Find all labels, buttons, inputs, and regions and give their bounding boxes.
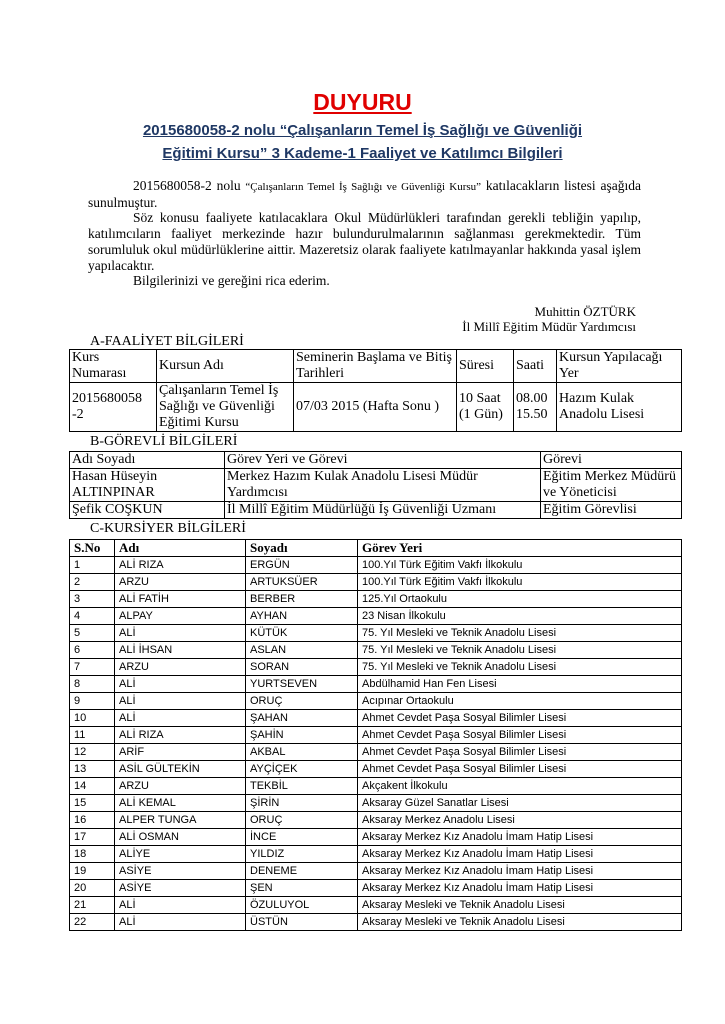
first-name: ARİF: [115, 744, 246, 761]
header-cell: Seminerin Başlama ve Bitiş Tarihleri: [294, 350, 457, 383]
row-number: 5: [70, 625, 115, 642]
table-row: [70, 710, 682, 727]
first-name: ALİ: [115, 693, 246, 710]
table-row: [70, 383, 682, 432]
table-row: [70, 727, 682, 744]
table-row: [70, 591, 682, 608]
first-name: ARZU: [115, 778, 246, 795]
header-cell: Kursun Adı: [157, 350, 294, 383]
signature-name: Muhittin ÖZTÜRK: [534, 304, 636, 319]
signature-title: İl Millî Eğitim Müdür Yardımcısı: [462, 319, 636, 334]
workplace: Aksaray Merkez Anadolu Lisesi: [358, 812, 682, 829]
faaliyet-table: [69, 349, 682, 432]
workplace: Aksaray Merkez Kız Anadolu İmam Hatip Lisesi: [358, 863, 682, 880]
row-number: 9: [70, 693, 115, 710]
table-row: [70, 469, 682, 502]
table-row: [70, 778, 682, 795]
row-number: 6: [70, 642, 115, 659]
table-row: [70, 897, 682, 914]
course-dates: 07/03 2015 (Hafta Sonu ): [294, 383, 457, 432]
first-name: ALİ RIZA: [115, 727, 246, 744]
workplace: Ahmet Cevdet Paşa Sosyal Bilimler Lisesi: [358, 761, 682, 778]
last-name: ÜSTÜN: [246, 914, 358, 931]
first-name: ALİ: [115, 914, 246, 931]
row-number: 21: [70, 897, 115, 914]
section-title-gorevli: B-GÖREVLİ BİLGİLERİ: [90, 434, 238, 449]
header-cell: Adı: [115, 540, 246, 557]
section-title-kursiyer: C-KURSİYER BİLGİLERİ: [90, 521, 246, 536]
course-subtitle-line2: Eğitimi Kursu” 3 Kademe-1 Faaliyet ve Katılımcı Bilgileri: [162, 145, 563, 162]
last-name: ORUÇ: [246, 812, 358, 829]
last-name: BERBER: [246, 591, 358, 608]
paragraph-intro: 2015680058-2 nolu “Çalışanların Temel İş Sağlığı ve Güvenliği Kursu” katılacakların listesi aşağıda sunulmuştur.: [88, 178, 641, 210]
last-name: AKBAL: [246, 744, 358, 761]
workplace: Acıpınar Ortaokulu: [358, 693, 682, 710]
workplace: 75. Yıl Mesleki ve Teknik Anadolu Lisesi: [358, 659, 682, 676]
workplace: Aksaray Merkez Kız Anadolu İmam Hatip Lisesi: [358, 880, 682, 897]
header-cell: Kurs Numarası: [70, 350, 157, 383]
last-name: ORUÇ: [246, 693, 358, 710]
row-number: 12: [70, 744, 115, 761]
table-row: [70, 693, 682, 710]
announcement-title: DUYURU: [313, 89, 412, 115]
last-name: ŞEN: [246, 880, 358, 897]
table-row: [70, 659, 682, 676]
first-name: ALPER TUNGA: [115, 812, 246, 829]
row-number: 1: [70, 557, 115, 574]
workplace: 125.Yıl Ortaokulu: [358, 591, 682, 608]
header-cell: Görev Yeri: [358, 540, 682, 557]
first-name: ARZU: [115, 659, 246, 676]
table-row: [70, 642, 682, 659]
table-row: [70, 846, 682, 863]
workplace: Abdülhamid Han Fen Lisesi: [358, 676, 682, 693]
first-name: ALİYE: [115, 846, 246, 863]
table-row: [70, 880, 682, 897]
table-header-row: [70, 452, 682, 469]
row-number: 2: [70, 574, 115, 591]
row-number: 3: [70, 591, 115, 608]
section-title-faaliyet: A-FAALİYET BİLGİLERİ: [90, 334, 244, 349]
table-header-row: [70, 540, 682, 557]
header-cell: Soyadı: [246, 540, 358, 557]
table-row: [70, 812, 682, 829]
table-row: [70, 761, 682, 778]
header-cell: Adı Soyadı: [70, 452, 225, 469]
table-row: [70, 863, 682, 880]
last-name: İNCE: [246, 829, 358, 846]
kursiyer-table-body: [70, 557, 682, 931]
workplace: Aksaray Güzel Sanatlar Lisesi: [358, 795, 682, 812]
workplace: 23 Nisan İlkokulu: [358, 608, 682, 625]
staff-role: Eğitim Merkez Müdürü ve Yöneticisi: [541, 469, 682, 502]
workplace: Ahmet Cevdet Paşa Sosyal Bilimler Lisesi: [358, 727, 682, 744]
last-name: ERGÜN: [246, 557, 358, 574]
table-row: [70, 557, 682, 574]
row-number: 8: [70, 676, 115, 693]
last-name: ŞAHİN: [246, 727, 358, 744]
last-name: ÖZULUYOL: [246, 897, 358, 914]
row-number: 13: [70, 761, 115, 778]
last-name: ŞAHAN: [246, 710, 358, 727]
workplace: 75. Yıl Mesleki ve Teknik Anadolu Lisesi: [358, 642, 682, 659]
row-number: 7: [70, 659, 115, 676]
first-name: ALİ: [115, 625, 246, 642]
first-name: ALİ OSMAN: [115, 829, 246, 846]
staff-role: Eğitim Görevlisi: [541, 502, 682, 519]
workplace: Ahmet Cevdet Paşa Sosyal Bilimler Lisesi: [358, 744, 682, 761]
first-name: ALİ İHSAN: [115, 642, 246, 659]
workplace: Aksaray Mesleki ve Teknik Anadolu Lisesi: [358, 897, 682, 914]
last-name: AYÇİÇEK: [246, 761, 358, 778]
row-number: 18: [70, 846, 115, 863]
table-row: [70, 608, 682, 625]
header-cell: Görevi: [541, 452, 682, 469]
gorevli-table: [69, 451, 682, 519]
row-number: 22: [70, 914, 115, 931]
workplace: Akçakent İlkokulu: [358, 778, 682, 795]
last-name: TEKBİL: [246, 778, 358, 795]
first-name: ALPAY: [115, 608, 246, 625]
workplace: Ahmet Cevdet Paşa Sosyal Bilimler Lisesi: [358, 710, 682, 727]
row-number: 20: [70, 880, 115, 897]
staff-position: Merkez Hazım Kulak Anadolu Lisesi Müdür Yardımcısı: [225, 469, 541, 502]
course-name-quote: “Çalışanların Temel İş Sağlığı ve Güvenliği Kursu”: [245, 181, 482, 193]
row-number: 10: [70, 710, 115, 727]
table-row: [70, 829, 682, 846]
first-name: ALİ KEMAL: [115, 795, 246, 812]
first-name: ASİYE: [115, 863, 246, 880]
last-name: AYHAN: [246, 608, 358, 625]
course-number: 2015680058 -2: [70, 383, 157, 432]
row-number: 16: [70, 812, 115, 829]
row-number: 4: [70, 608, 115, 625]
workplace: Aksaray Merkez Kız Anadolu İmam Hatip Lisesi: [358, 829, 682, 846]
table-row: [70, 795, 682, 812]
header-cell: Görev Yeri ve Görevi: [225, 452, 541, 469]
row-number: 19: [70, 863, 115, 880]
paragraph-closing: Bilgilerinizi ve gereğini rica ederim.: [133, 273, 330, 288]
last-name: ARTUKSÜER: [246, 574, 358, 591]
last-name: SORAN: [246, 659, 358, 676]
table-row: [70, 914, 682, 931]
workplace: 100.Yıl Türk Eğitim Vakfı İlkokulu: [358, 557, 682, 574]
first-name: ALİ: [115, 897, 246, 914]
table-row: [70, 502, 682, 519]
last-name: YILDIZ: [246, 846, 358, 863]
row-number: 11: [70, 727, 115, 744]
first-name: ALİ FATİH: [115, 591, 246, 608]
header-cell: Saati: [514, 350, 557, 383]
header-cell: S.No: [70, 540, 115, 557]
workplace: 100.Yıl Türk Eğitim Vakfı İlkokulu: [358, 574, 682, 591]
last-name: YURTSEVEN: [246, 676, 358, 693]
row-number: 14: [70, 778, 115, 795]
table-row: [70, 625, 682, 642]
first-name: ASİYE: [115, 880, 246, 897]
row-number: 17: [70, 829, 115, 846]
course-place: Hazım Kulak Anadolu Lisesi: [557, 383, 682, 432]
last-name: ŞİRİN: [246, 795, 358, 812]
table-row: [70, 744, 682, 761]
last-name: ASLAN: [246, 642, 358, 659]
workplace: 75. Yıl Mesleki ve Teknik Anadolu Lisesi: [358, 625, 682, 642]
course-subtitle-line1: 2015680058-2 nolu “Çalışanların Temel İş Sağlığı ve Güvenliği: [142, 122, 583, 139]
first-name: ARZU: [115, 574, 246, 591]
workplace: Aksaray Mesleki ve Teknik Anadolu Lisesi: [358, 914, 682, 931]
header-cell: Kursun Yapılacağı Yer: [557, 350, 682, 383]
last-name: KÜTÜK: [246, 625, 358, 642]
course-duration: 10 Saat (1 Gün): [457, 383, 514, 432]
last-name: DENEME: [246, 863, 358, 880]
table-row: [70, 574, 682, 591]
kursiyer-table: [69, 539, 682, 931]
staff-position: İl Millî Eğitim Müdürlüğü İş Güvenliği Uzmanı: [225, 502, 541, 519]
paragraph-instructions: Söz konusu faaliyete katılacaklara Okul Müdürlükleri tarafından gerekli tebliğin yapılıp, katılımcıların faaliyet merkezinde hazır bulundurulmalarının sağlanması gerekmektedir. Tüm sorumluluk okul müdürlüklerine aittir. Mazeretsiz olarak faaliyete katılmayanlar hakkında yasal işlem yapılacaktır.: [88, 210, 641, 273]
table-row: [70, 676, 682, 693]
first-name: ASİL GÜLTEKİN: [115, 761, 246, 778]
first-name: ALİ: [115, 710, 246, 727]
header-cell: Süresi: [457, 350, 514, 383]
workplace: Aksaray Merkez Kız Anadolu İmam Hatip Lisesi: [358, 846, 682, 863]
row-number: 15: [70, 795, 115, 812]
course-name: Çalışanların Temel İş Sağlığı ve Güvenliği Eğitimi Kursu: [157, 383, 294, 432]
staff-name: Şefik COŞKUN: [70, 502, 225, 519]
first-name: ALİ RIZA: [115, 557, 246, 574]
table-header-row: [70, 350, 682, 383]
staff-name: Hasan Hüseyin ALTINPINAR: [70, 469, 225, 502]
course-hours: 08.00 15.50: [514, 383, 557, 432]
first-name: ALİ: [115, 676, 246, 693]
